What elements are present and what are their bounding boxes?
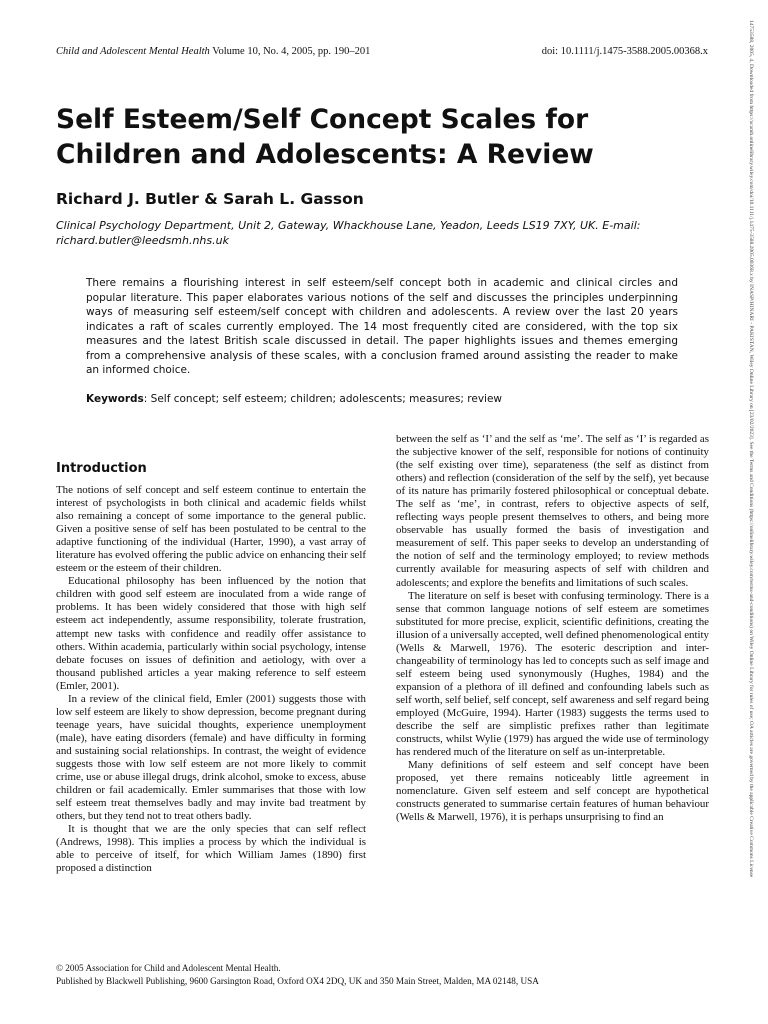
- body-paragraph: In a review of the clinical field, Emler (2001) suggests those with low self esteem are likely to show depression, become pregnant during teenage years, have suicidal thoughts, experience unemployment (male), have eating disorders (female) and have difficulty in forming and sustaining social relationships. In contrast, the weight of evidence suggests those with low self esteem are not more likely to commit crime, use or abuse illegal drugs, drink alcohol, smoke to excess, abuse children or fail academically. Emler summarises that those with low self esteem treat themselves badly and may invite bad treatment by others, but they tend not to treat others badly.: [56, 692, 366, 823]
- keywords-label: Keywords: [86, 393, 144, 405]
- download-notice: [743, 20, 757, 1010]
- keywords: [86, 392, 678, 406]
- body-paragraph: The notions of self concept and self esteem continue to entertain the interest of psychologists in both clinical and academic fields whilst also remaining a concept of some importance to the general public. Given a positive sense of self has been postulated to be central to the adaptive functioning of the individual (Harter, 1990), a vast array of literature has evolved offering the public advice on enhancing their self esteem or the esteem of their children.: [56, 484, 366, 575]
- abstract: There remains a flourishing interest in self esteem/self concept both in academic and clinical circles and popular literature. This paper elaborates various notions of the self and discusses the principles underpinning ways of measuring self esteem/self concept with children and adolescents. A review over the last 20 years indicates a raft of scales currently employed. The 14 most frequently cited are considered, with the top six measures and the latest British scale discussed in detail. The paper highlights issues and themes emerging from a comprehensive analysis of these scales, with a conclusion framed around assisting the reader to make an informed choice.: [86, 277, 678, 376]
- page-footer: [56, 962, 708, 988]
- download-notice-text: 14753588, 2005, 4, Downloaded from https://acamh.onlinelibrary.wiley.com/doi/10.1111/j.1475-3588.2005.00368.x by INASP/HINARI - PAKISTAN, Wiley Online Library on [23/02/2023]. See the Terms and Conditions (https://onlinelibrary.wiley.com/terms-and-conditions) on Wiley Online Library for rules of use; OA articles are governed by the applicable Creative Commons License: [748, 20, 754, 878]
- publisher-line: Published by Blackwell Publishing, 9600 Garsington Road, Oxford OX4 2DQ, UK and 350 Main Street, Malden, MA 02148, USA: [56, 976, 539, 986]
- body-paragraph: Many definitions of self esteem and self concept have been proposed, yet there remains noticeably little agreement in nomenclature. Given self esteem and self concept are hypothetical constructs generated to summarise certain features of human behaviour (Wells & Marwell, 1976), it is perhaps unsurprising to find an: [396, 759, 709, 824]
- journal-citation: [56, 46, 370, 57]
- copyright-line: © 2005 Association for Child and Adolescent Mental Health.: [56, 963, 281, 973]
- left-column: [56, 460, 366, 875]
- journal-name: Child and Adolescent Mental Health: [56, 46, 210, 57]
- volume-info: Volume 10, No. 4, 2005, pp. 190–201: [212, 46, 371, 57]
- body-paragraph: The literature on self is beset with confusing terminology. There is a sense that common language notions of self esteem are sometimes substituted for more precise, explicit, scientific definitions, creating the illusion of a universally accepted, well defined phenomenological entity (Wells & Marwell, 1976). The esoteric description and inter-changeability of terminology has led to concepts such as self image and self esteem being used synonymously (Hughes, 1984) and the expansion of a plethora of ill defined and confounding labels such as self worth, self belief, self concept, self awareness and self regard being employed (McGuire, 1994). Harter (1983) suggests the terms used to describe the self are simplistic prefixes rather than legitimate constructs, whilst Wylie (1979) has argued the wide use of terminology has rendered much of the literature on self as un-interpretable.: [396, 589, 709, 759]
- doi-text: doi: 10.1111/j.1475-3588.2005.00368.x: [541, 46, 708, 57]
- body-paragraph: It is thought that we are the only species that can self reflect (Andrews, 1998). This implies a process by which the individual is able to perceive of itself, for which William James (1890) first proposed a distinction: [56, 823, 366, 875]
- keywords-list: : Self concept; self esteem; children; adolescents; measures; review: [143, 393, 503, 405]
- article-authors: Richard J. Butler & Sarah L. Gasson: [56, 190, 364, 208]
- footer-divider: [56, 957, 708, 958]
- running-head: [56, 46, 708, 57]
- right-column: [396, 433, 709, 824]
- article-title: Self Esteem/Self Concept Scales for Children and Adolescents: A Review: [56, 104, 594, 170]
- introduction-heading: Introduction: [56, 461, 147, 476]
- body-paragraph: between the self as ‘I’ and the self as ‘me’. The self as ‘I’ is regarded as the subjective knower of the self, responsible for notions of continuity (the self existing over time), separateness (the self as distinct from others) and reflection (consideration of the self by the self), yet because of its nature has primarily fostered philosophical or conceptual debate. The self as ‘me’, in contrast, refers to objective aspects of self, reflecting ways people present themselves to others, and being more observable has usually formed the basis of investigation and measurement of self. This paper seeks to develop an understanding of the notion of self and the terminology employed; to review methods currently available for measuring aspects of self with children and adolescents; and explore the benefits and limitations of such scales.: [396, 433, 709, 589]
- body-paragraph: Educational philosophy has been influenced by the notion that children with good self esteem are inoculated from a wide range of problems. It has been widely considered that those with high self esteem act independently, assume responsibility, tolerate frustration, attempt new tasks with confidence and readily offer assistance to others. Within academia, particularly within social psychology, intense debate focuses on issues of definition and aetiology, with over a thousand published articles a year making reference to self esteem (Emler, 2001).: [56, 575, 366, 692]
- author-affiliation: Clinical Psychology Department, Unit 2, Gateway, Whackhouse Lane, Yeadon, Leeds LS19 7XY, UK. E-mail: richard.butler@leedsmh.nhs.uk: [56, 219, 641, 247]
